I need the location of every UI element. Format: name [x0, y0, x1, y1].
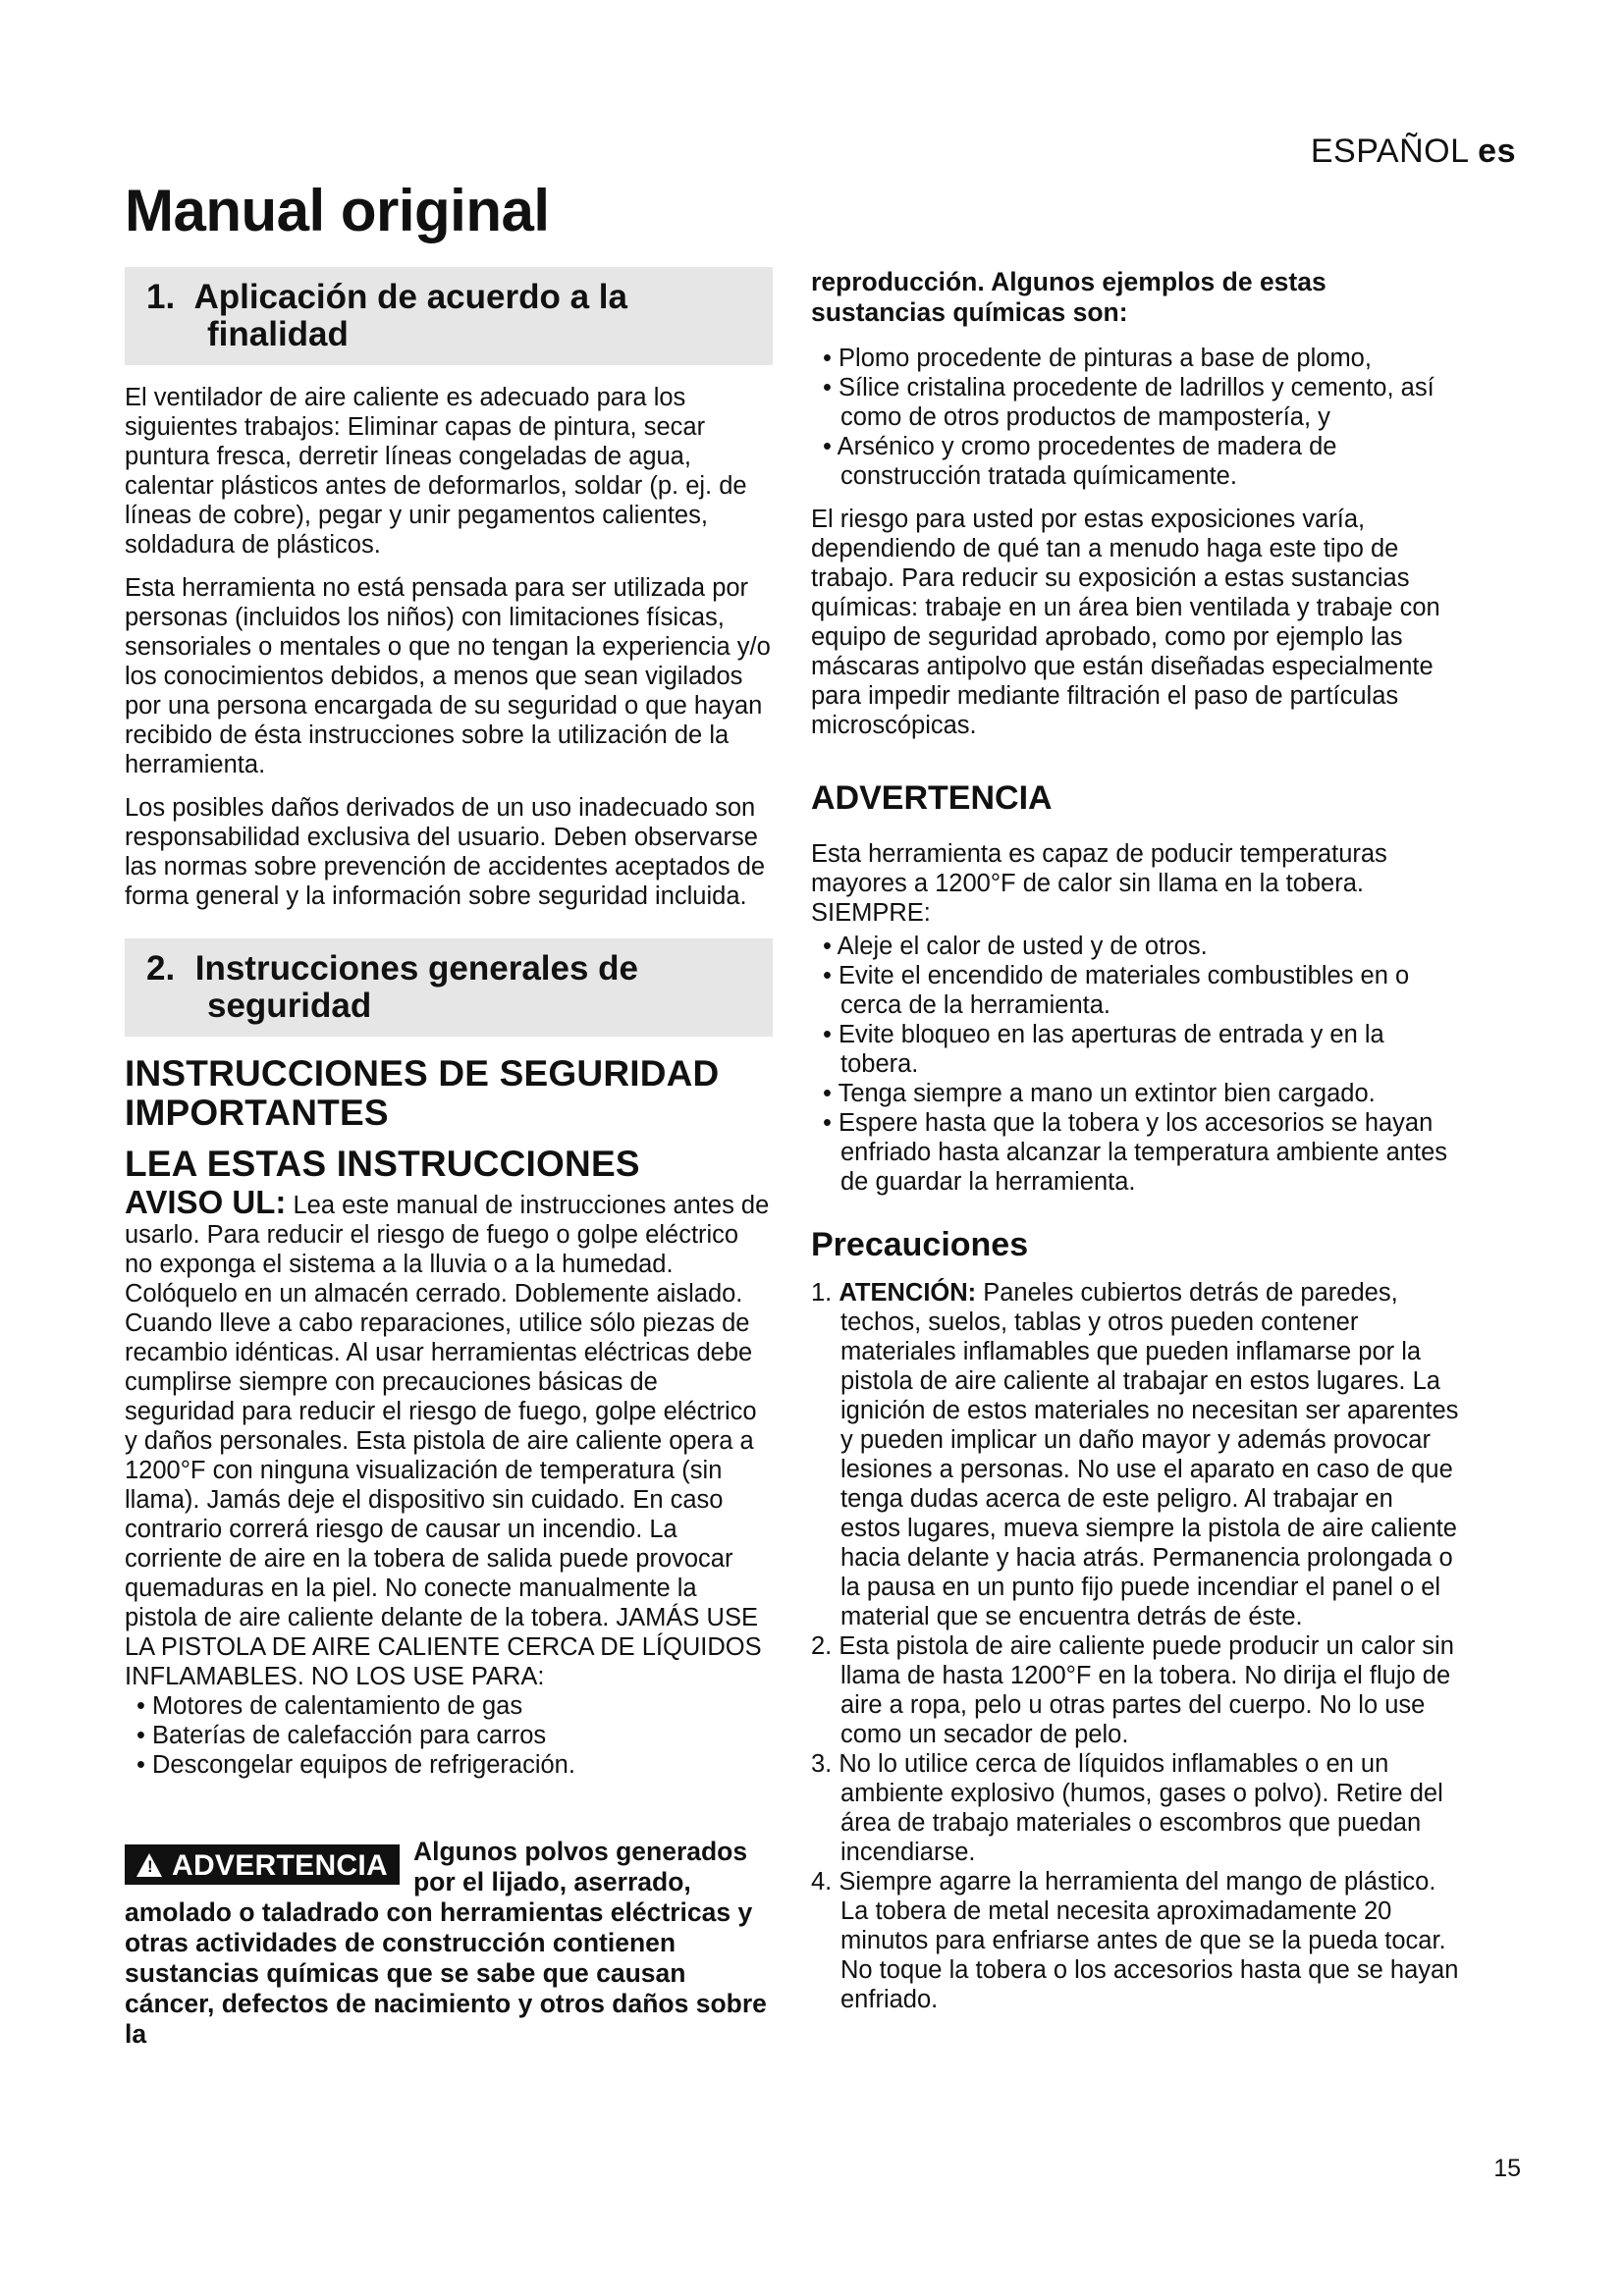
- list-item: • Arsénico y cromo procedentes de madera de construcción tratada químicamente.: [811, 432, 1459, 491]
- ul-notice-label: AVISO UL:: [125, 1184, 287, 1220]
- section-1-paragraph-2: Esta herramienta no está pensada para ser utilizada por personas (incluidos los niños) con limitaciones físicas, sensoriales o mentales o que no tengan la experiencia y/o los conocimientos debidos, a menos que sean vigilados por una persona encargada de su seguridad o que hayan recibido de ésta instrucciones sobre la utilización de la herramienta.: [125, 574, 771, 778]
- list-item: • Baterías de calefacción para carros: [125, 1721, 773, 1750]
- chemicals-list: [811, 344, 1459, 491]
- section-2-heading: [125, 938, 773, 1037]
- document-title: Manual original: [125, 178, 550, 243]
- precautions-heading: Precauciones: [811, 1226, 1029, 1263]
- list-item: • Espere hasta que la tobera y los accesorios se hayan enfriado hasta alcanzar la temperatura ambiente antes de guardar la herramienta.: [811, 1108, 1459, 1197]
- read-instructions-heading: LEA ESTAS INSTRUCCIONES: [125, 1144, 640, 1184]
- language-indicator: [1311, 133, 1516, 171]
- list-item: • Motores de calentamiento de gas: [125, 1691, 773, 1721]
- warning-badge: [125, 1844, 400, 1885]
- item-text: Paneles cubiertos detrás de paredes, techos, suelos, tablas y otros pueden contener materiales inflamables que pueden inflamarse por la pistola de aire caliente al trabajar en estos lugares. La ignición de estos materiales no necesitan ser aparentes y pueden implicar un daño mayor y además provocar lesiones a personas. No use el aparato en caso de que tenga dudas acerca de este peligro. Al trabajar en estos lugares, mueva siempre la pistola de aire caliente hacia delante y hacia atrás. Permanencia prolongada o la pausa en un punto fijo puede incendiar el panel o el material que se encuentra detrás de éste.: [840, 1279, 1459, 1630]
- section-1-paragraph-3: Los posibles daños derivados de un uso inadecuado son responsabilidad exclusiva del usuario. Deben observarse las normas sobre prevención de accidentes aceptados de forma general y la información sobre seguridad incluida.: [125, 794, 766, 910]
- section-2-title-line2: seguridad: [207, 987, 372, 1025]
- list-item: [811, 1278, 1459, 1631]
- ul-notice-text: Lea este manual de instrucciones antes de usarlo. Para reducir el riesgo de fuego o golpe eléctrico no exponga el sistema a la lluvia o a la humedad. Colóquelo en un almacén cerrado. Doblemente aislado. Cuando lleve a cabo reparaciones, utilice sólo piezas de recambio idénticas. Al usar herramientas eléctricas debe cumplirse siempre con precauciones básicas de seguridad para reducir el riesgo de fuego, golpe eléctrico y daños personales. Esta pistola de aire caliente opera a 1200°F con ninguna visualización de temperatura (sin llama). Jamás deje el dispositivo sin cuidado. En caso contrario correrá riesgo de causar un incendio. La corriente de aire en la tobera de salida puede provocar quemaduras en la piel. No conecte manualmente la pistola de aire caliente delante de la tobera. JAMÁS USE LA PISTOLA DE AIRE CALIENTE CERCA DE LÍQUIDOS INFLAMABLES. NO LOS USE PARA:: [125, 1192, 770, 1690]
- section-1-title-line2: finalidad: [207, 315, 349, 353]
- risk-paragraph: El riesgo para usted por estas exposiciones varía, dependiendo de qué tan a menudo haga este tipo de trabajo. Para reducir su exposición a estas sustancias químicas: trabaje en un área bien ventilada y trabaje con equipo de seguridad aprobado, como por ejemplo las máscaras antipolvo que están diseñadas especialmente para impedir mediante filtración el paso de partículas microscópicas.: [811, 506, 1440, 739]
- language-name: ESPAÑOL: [1310, 133, 1469, 170]
- right-column: [811, 267, 1459, 2014]
- no-use-list: [125, 1691, 773, 1780]
- list-item: • Evite bloqueo en las aperturas de entrada y en la tobera.: [811, 1020, 1459, 1079]
- section-2-title-line1: Instrucciones generales de: [194, 949, 639, 988]
- dust-warning: [125, 1837, 773, 2050]
- section-2-number: 2.: [146, 949, 176, 988]
- warning-triangle-icon: !: [136, 1853, 162, 1877]
- list-item: • Aleje el calor de usted y de otros.: [811, 932, 1459, 961]
- list-item: • Descongelar equipos de refrigeración.: [125, 1750, 773, 1780]
- attention-label: ATENCIÓN:: [839, 1279, 977, 1307]
- warning-badge-label: ADVERTENCIA: [172, 1849, 388, 1882]
- section-1-title-line1: Aplicación de acuerdo a la: [193, 278, 627, 316]
- precautions-list: [811, 1278, 1459, 2014]
- list-item: • Sílice cristalina procedente de ladrillos y cemento, así como de otros productos de mampostería, y: [811, 373, 1459, 432]
- list-item: 3. No lo utilice cerca de líquidos inflamables o en un ambiente explosivo (humos, gases o polvo). Retire del área de trabajo materiales o escombros que puedan incendiarse.: [811, 1750, 1443, 1866]
- dust-warning-text: Algunos polvos generados por el lijado, aserrado, amolado o taladrado con herramientas eléctricas y otras actividades de construcción contienen sustancias químicas que se sabe que causan cáncer, defectos de nacimiento y otros daños sobre la: [125, 1837, 767, 2049]
- section-1-number: 1.: [146, 278, 176, 316]
- list-item: • Plomo procedente de pinturas a base de plomo,: [811, 344, 1459, 373]
- list-item: • Tenga siempre a mano un extintor bien cargado.: [811, 1079, 1459, 1108]
- advertencia-list: [811, 932, 1459, 1197]
- important-safety-heading: INSTRUCCIONES DE SEGURIDAD IMPORTANTES: [125, 1053, 720, 1133]
- advertencia-paragraph: Esta herramienta es capaz de poducir temperaturas mayores a 1200°F de calor sin llama en la tobera. SIEMPRE:: [811, 840, 1387, 927]
- item-number: 1.: [811, 1279, 833, 1307]
- ul-notice: [125, 1184, 773, 1691]
- warning-continuation: reproducción. Algunos ejemplos de estas sustancias químicas son:: [811, 267, 1326, 327]
- language-code: es: [1478, 133, 1516, 170]
- list-item: • Evite el encendido de materiales combustibles en o cerca de la herramienta.: [811, 961, 1459, 1020]
- list-item: 4. Siempre agarre la herramienta del mango de plástico. La tobera de metal necesita aproximadamente 20 minutos para enfriarse antes de que se la pueda tocar. No toque la tobera o los accesorios hasta que se hayan enfriado.: [811, 1868, 1459, 2013]
- left-column: [125, 267, 773, 2050]
- advertencia-heading: ADVERTENCIA: [811, 779, 1053, 817]
- list-item: 2. Esta pistola de aire caliente puede producir un calor sin llama de hasta 1200°F en la tobera. No dirija el flujo de aire a ropa, pelo u otras partes del cuerpo. No lo use como un secador de pelo.: [811, 1632, 1454, 1748]
- section-1-heading: [125, 267, 773, 365]
- section-1-paragraph-1: El ventilador de aire caliente es adecuado para los siguientes trabajos: Eliminar capas de pintura, secar puntura fresca, derretir líneas congeladas de agua, calentar plásticos antes de deformarlos, soldar (p. ej. de líneas de cobre), pegar y unir pegamentos calientes, soldadura de plásticos.: [125, 384, 747, 559]
- page-number: 15: [1493, 2155, 1521, 2182]
